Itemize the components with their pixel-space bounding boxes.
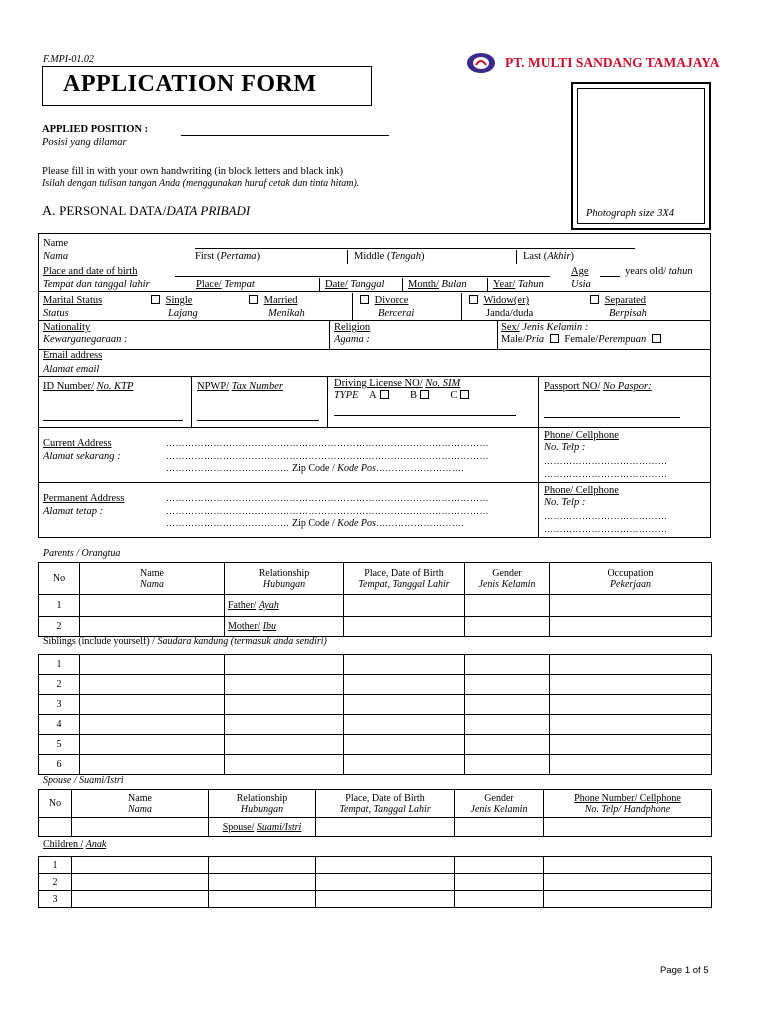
table-row[interactable] bbox=[39, 818, 712, 837]
cell[interactable] bbox=[72, 818, 209, 837]
cell[interactable] bbox=[316, 891, 455, 908]
npwp-label bbox=[197, 381, 283, 392]
cell[interactable] bbox=[465, 675, 550, 695]
cell[interactable] bbox=[316, 818, 455, 837]
applied-position-field[interactable] bbox=[181, 135, 389, 136]
table-row[interactable] bbox=[39, 874, 712, 891]
table-row[interactable] bbox=[39, 595, 712, 617]
driving-label bbox=[334, 378, 460, 389]
year-label bbox=[493, 279, 544, 290]
id-divider bbox=[191, 377, 192, 427]
row-no: 2 bbox=[39, 874, 72, 891]
photo-frame bbox=[577, 88, 705, 224]
current-phone-label-id: No. Telp : bbox=[544, 442, 586, 453]
cell[interactable] bbox=[550, 655, 712, 675]
years-old-en: years old/ bbox=[625, 266, 667, 277]
cell[interactable] bbox=[550, 755, 712, 775]
cell[interactable] bbox=[544, 874, 712, 891]
sep-line bbox=[38, 349, 711, 350]
marital-label-id: Status bbox=[43, 308, 69, 319]
cell[interactable] bbox=[455, 874, 544, 891]
female-en: Female/ bbox=[564, 334, 599, 345]
title-box bbox=[42, 66, 372, 106]
cell[interactable] bbox=[225, 695, 344, 715]
form-code: F.MPI-01.02 bbox=[43, 54, 94, 65]
middle-en: Middle bbox=[354, 251, 385, 262]
permanent-zip-row[interactable]: ………………………………… Zip Code / Kode Pos………………………. bbox=[166, 518, 465, 529]
option-divorce[interactable] bbox=[357, 295, 408, 306]
cell[interactable] bbox=[550, 595, 712, 617]
row-no: 1 bbox=[39, 655, 80, 675]
sex-en: Sex/ bbox=[501, 322, 520, 333]
section-a-en: PERSONAL DATA/ bbox=[59, 203, 167, 218]
name-label: Name bbox=[43, 238, 69, 249]
passport-label bbox=[544, 381, 652, 392]
instruction-id: Isilah dengan tulisan tangan Anda (menggunakan huruf cetak dan tinta hitam). bbox=[42, 178, 360, 189]
table-row[interactable] bbox=[39, 735, 712, 755]
cell[interactable] bbox=[550, 617, 712, 637]
option-separated[interactable] bbox=[587, 295, 646, 306]
photo-caption: Photograph size 3X4 bbox=[586, 208, 675, 219]
cell[interactable] bbox=[72, 874, 209, 891]
pob-divider bbox=[487, 278, 488, 291]
license-type bbox=[334, 390, 472, 401]
place-id: Tempat bbox=[224, 279, 255, 290]
permanent-phone-label: Phone/ Cellphone bbox=[544, 485, 619, 496]
email-label: Email address bbox=[43, 350, 103, 361]
col-phone: Phone Number/ Cellphone No. Telp/ Handphone bbox=[544, 790, 712, 818]
table-header-row bbox=[39, 563, 712, 595]
married-checkbox-icon[interactable] bbox=[249, 295, 258, 304]
cell[interactable] bbox=[550, 735, 712, 755]
name-field[interactable] bbox=[195, 248, 635, 249]
first-label: First (Pertama) bbox=[195, 251, 261, 262]
cell[interactable] bbox=[465, 595, 550, 617]
current-zip-en: Zip Code / bbox=[292, 463, 335, 474]
relationship-cell: Father/ Ayah bbox=[225, 595, 344, 617]
current-address-label-id: Alamat sekarang : bbox=[43, 451, 121, 462]
col-occupation: Occupation Pekerjaan bbox=[550, 563, 712, 595]
cell[interactable] bbox=[544, 857, 712, 874]
applied-position-label: APPLIED POSITION : bbox=[42, 124, 149, 135]
cell[interactable] bbox=[544, 891, 712, 908]
type-label: TYPE bbox=[334, 390, 359, 401]
cell[interactable] bbox=[80, 735, 225, 755]
row-divider bbox=[497, 321, 498, 349]
years-old-label bbox=[625, 266, 693, 277]
cell[interactable] bbox=[225, 675, 344, 695]
cell[interactable] bbox=[344, 595, 465, 617]
sex-label bbox=[501, 322, 588, 333]
cell[interactable] bbox=[465, 735, 550, 755]
row-no: 3 bbox=[39, 891, 72, 908]
current-address-line-1[interactable]: ………………………………………………………………………………………… bbox=[166, 438, 489, 448]
current-phone-line-1[interactable]: ………………………………… bbox=[544, 456, 668, 466]
divorce-id: Bercerai bbox=[378, 308, 415, 319]
spouse-title: Spouse / Suami/Istri bbox=[43, 775, 124, 786]
cell[interactable] bbox=[550, 695, 712, 715]
married-id: Menikah bbox=[268, 308, 305, 319]
name-divider bbox=[347, 250, 348, 264]
cell[interactable] bbox=[209, 857, 316, 874]
parents-table bbox=[38, 562, 712, 637]
section-a-title bbox=[42, 203, 250, 220]
cell[interactable] bbox=[225, 735, 344, 755]
first-en: First bbox=[195, 251, 215, 262]
male-checkbox-icon[interactable] bbox=[550, 334, 559, 343]
company-name: PT. MULTI SANDANG TAMAJAYA bbox=[505, 55, 720, 70]
children-title: Children / Anak bbox=[43, 839, 107, 850]
last-label: Last (Akhir) bbox=[523, 251, 575, 262]
type-b-checkbox-icon[interactable] bbox=[420, 390, 429, 399]
cell[interactable] bbox=[316, 857, 455, 874]
cell[interactable] bbox=[80, 655, 225, 675]
company-logo-icon bbox=[466, 52, 496, 74]
cell[interactable] bbox=[72, 857, 209, 874]
cell[interactable] bbox=[455, 818, 544, 837]
pob-field[interactable] bbox=[175, 276, 550, 277]
permanent-address-line-1[interactable]: ………………………………………………………………………………………… bbox=[166, 493, 489, 503]
form-title: APPLICATION FORM bbox=[63, 71, 317, 97]
pob-label-id: Tempat dan tanggal lahir bbox=[43, 279, 150, 290]
permanent-address-label-id: Alamat tetap : bbox=[43, 506, 104, 517]
idnum-label bbox=[43, 381, 133, 392]
widow-en: Widow(er) bbox=[483, 295, 530, 306]
place-en: Place/ bbox=[196, 279, 222, 290]
cell[interactable] bbox=[80, 617, 225, 637]
id-divider bbox=[327, 377, 328, 427]
age-field[interactable] bbox=[600, 276, 620, 277]
cell[interactable] bbox=[72, 891, 209, 908]
current-phone-line-2[interactable]: ………………………………… bbox=[544, 469, 668, 479]
idnum-id: No. KTP bbox=[96, 381, 134, 392]
age-label-id: Usia bbox=[571, 279, 591, 290]
sep-line bbox=[38, 291, 711, 292]
cell[interactable] bbox=[344, 735, 465, 755]
cell[interactable] bbox=[465, 695, 550, 715]
driving-en: Driving License NO/ bbox=[334, 378, 423, 389]
cell[interactable] bbox=[465, 617, 550, 637]
cell[interactable] bbox=[225, 715, 344, 735]
page-number: Page 1 of 5 bbox=[660, 965, 709, 976]
option-single[interactable] bbox=[148, 295, 192, 306]
col-relationship: Relationship Hubungan bbox=[225, 563, 344, 595]
separated-id: Berpisah bbox=[609, 308, 647, 319]
cell[interactable] bbox=[80, 715, 225, 735]
type-a-label: A bbox=[369, 390, 377, 401]
cell[interactable] bbox=[344, 695, 465, 715]
current-zip-id: Kode Pos bbox=[337, 463, 376, 474]
cell[interactable] bbox=[465, 655, 550, 675]
section-a-id: DATA PRIBADI bbox=[166, 203, 251, 218]
option-married[interactable] bbox=[246, 295, 297, 306]
option-widow[interactable] bbox=[466, 295, 529, 306]
row-no: 1 bbox=[39, 595, 80, 617]
permanent-zip-en: Zip Code / bbox=[292, 518, 335, 529]
photo-box[interactable] bbox=[571, 82, 711, 230]
single-checkbox-icon[interactable] bbox=[151, 295, 160, 304]
row-no: 4 bbox=[39, 715, 80, 735]
cell[interactable] bbox=[209, 874, 316, 891]
permanent-phone-line-1[interactable]: ………………………………… bbox=[544, 511, 668, 521]
row-no: 2 bbox=[39, 617, 80, 637]
table-row[interactable] bbox=[39, 715, 712, 735]
cell[interactable] bbox=[465, 715, 550, 735]
col-no: No bbox=[39, 563, 80, 595]
male-id: Pria bbox=[525, 334, 545, 345]
year-id: Tahun bbox=[517, 279, 544, 290]
sep-line bbox=[38, 482, 711, 483]
month-label bbox=[408, 279, 467, 290]
marital-divider bbox=[461, 293, 462, 320]
first-id: Pertama bbox=[220, 251, 257, 262]
col-name: Name Nama bbox=[72, 790, 209, 818]
passport-field[interactable] bbox=[544, 417, 680, 418]
cell[interactable] bbox=[344, 617, 465, 637]
cell[interactable] bbox=[455, 857, 544, 874]
date-label bbox=[325, 279, 384, 290]
type-b-label: B bbox=[409, 390, 417, 401]
male-en: Male/ bbox=[501, 334, 526, 345]
sep-line bbox=[38, 376, 711, 377]
row-divider bbox=[329, 321, 330, 349]
parents-title: Parents / Orangtua bbox=[43, 548, 121, 559]
name-divider bbox=[516, 250, 517, 264]
marital-divider bbox=[352, 293, 353, 320]
pob-divider bbox=[402, 278, 403, 291]
type-a-checkbox-icon[interactable] bbox=[380, 390, 389, 399]
col-name: Name Nama bbox=[80, 563, 225, 595]
instruction-en: Please fill in with your own handwriting (in block letters and black ink) bbox=[42, 166, 343, 177]
idnum-field[interactable] bbox=[43, 420, 183, 421]
cell[interactable] bbox=[80, 675, 225, 695]
cell[interactable] bbox=[39, 818, 72, 837]
sep-line bbox=[38, 320, 711, 321]
relationship-cell: Mother/ Ibu bbox=[225, 617, 344, 637]
email-label-id: Alamat email bbox=[43, 364, 100, 375]
table-row[interactable] bbox=[39, 891, 712, 908]
religion-label-id: Agama : bbox=[334, 334, 370, 345]
widow-checkbox-icon[interactable] bbox=[469, 295, 478, 304]
cell[interactable] bbox=[544, 818, 712, 837]
siblings-title: Siblings (include yourself) / Saudara kandung (termasuk anda sendiri) bbox=[43, 636, 327, 647]
npwp-id: Tax Number bbox=[231, 381, 283, 392]
col-pob: Place, Date of Birth Tempat, Tanggal Lahir bbox=[316, 790, 455, 818]
permanent-zip-id: Kode Pos bbox=[337, 518, 376, 529]
col-pob: Place, Date of Birth Tempat, Tanggal Lahir bbox=[344, 563, 465, 595]
female-id: Perempuan bbox=[598, 334, 647, 345]
year-en: Year/ bbox=[493, 279, 516, 290]
middle-label: Middle (Tengah) bbox=[354, 251, 425, 262]
pob-label: Place and date of birth bbox=[43, 266, 138, 277]
driving-field[interactable] bbox=[334, 415, 516, 416]
last-en: Last bbox=[523, 251, 542, 262]
cell[interactable] bbox=[455, 891, 544, 908]
current-address-label: Current Address bbox=[43, 438, 112, 449]
month-id: Bulan bbox=[441, 279, 467, 290]
idnum-en: ID Number/ bbox=[43, 381, 95, 392]
date-id: Tanggal bbox=[350, 279, 385, 290]
cell[interactable] bbox=[344, 755, 465, 775]
permanent-phone-label-id: No. Telp : bbox=[544, 497, 586, 508]
sep-vline bbox=[538, 377, 539, 538]
relationship-cell: Spouse/ Suami/Istri bbox=[209, 818, 316, 837]
married-en: Married bbox=[263, 295, 298, 306]
current-phone-label: Phone/ Cellphone bbox=[544, 430, 619, 441]
divorce-checkbox-icon[interactable] bbox=[360, 295, 369, 304]
driving-id: No. SIM bbox=[425, 378, 461, 389]
sex-id: Jenis Kelamin : bbox=[522, 322, 589, 333]
cell[interactable] bbox=[550, 715, 712, 735]
npwp-field[interactable] bbox=[197, 420, 319, 421]
nationality-label: Nationality bbox=[43, 322, 91, 333]
cell[interactable] bbox=[209, 891, 316, 908]
siblings-table bbox=[38, 654, 712, 775]
table-row[interactable] bbox=[39, 655, 712, 675]
separated-en: Separated bbox=[604, 295, 647, 306]
cell[interactable] bbox=[465, 755, 550, 775]
single-id: Lajang bbox=[168, 308, 198, 319]
passport-id: No Paspor: bbox=[602, 381, 652, 392]
row-no: 2 bbox=[39, 675, 80, 695]
cell[interactable] bbox=[225, 755, 344, 775]
sep-line bbox=[38, 427, 711, 428]
permanent-phone-line-2[interactable]: ………………………………… bbox=[544, 524, 668, 534]
divorce-en: Divorce bbox=[374, 295, 409, 306]
col-relationship: Relationship Hubungan bbox=[209, 790, 316, 818]
nationality-label-id: Kewarganegaraan : bbox=[43, 334, 128, 345]
section-a-prefix: A. bbox=[42, 204, 56, 219]
marital-label: Marital Status bbox=[43, 295, 103, 306]
separated-checkbox-icon[interactable] bbox=[590, 295, 599, 304]
col-gender: Gender Jenis Kelamin bbox=[465, 563, 550, 595]
col-gender: Gender Jenis Kelamin bbox=[455, 790, 544, 818]
cell[interactable] bbox=[550, 675, 712, 695]
col-no: No bbox=[39, 790, 72, 818]
applied-position-label-id: Posisi yang dilamar bbox=[42, 137, 127, 148]
row-no: 1 bbox=[39, 857, 72, 874]
row-no: 6 bbox=[39, 755, 80, 775]
table-row[interactable] bbox=[39, 617, 712, 637]
table-row[interactable] bbox=[39, 755, 712, 775]
table-row[interactable] bbox=[39, 857, 712, 874]
passport-en: Passport NO/ bbox=[544, 381, 601, 392]
table-row[interactable] bbox=[39, 695, 712, 715]
single-en: Single bbox=[165, 295, 193, 306]
age-label bbox=[571, 266, 589, 277]
type-c-checkbox-icon[interactable] bbox=[460, 390, 469, 399]
type-c-label: C bbox=[450, 390, 458, 401]
cell[interactable] bbox=[344, 655, 465, 675]
cell[interactable] bbox=[80, 695, 225, 715]
row-no: 3 bbox=[39, 695, 80, 715]
pob-divider bbox=[319, 278, 320, 291]
table-row[interactable] bbox=[39, 675, 712, 695]
npwp-en: NPWP/ bbox=[197, 381, 230, 392]
widow-id: Janda/duda bbox=[486, 308, 534, 319]
table-header-row bbox=[39, 790, 712, 818]
middle-id: Tengah bbox=[390, 251, 422, 262]
cell[interactable] bbox=[316, 874, 455, 891]
cell[interactable] bbox=[225, 655, 344, 675]
current-address-line-2[interactable]: ………………………………………………………………………………………… bbox=[166, 451, 489, 461]
place-label bbox=[196, 279, 255, 290]
years-old-id: tahun bbox=[668, 266, 693, 277]
religion-label: Religion bbox=[334, 322, 371, 333]
age-en: Age bbox=[571, 266, 589, 277]
current-zip-row[interactable]: ………………………………… Zip Code / Kode Pos………………………. bbox=[166, 463, 465, 474]
cell[interactable] bbox=[80, 595, 225, 617]
spouse-table bbox=[38, 789, 712, 837]
permanent-address-label: Permanent Address bbox=[43, 493, 125, 504]
cell[interactable] bbox=[344, 675, 465, 695]
cell[interactable] bbox=[344, 715, 465, 735]
permanent-address-line-2[interactable]: ………………………………………………………………………………………… bbox=[166, 506, 489, 516]
month-en: Month/ bbox=[408, 279, 439, 290]
name-label-id: Nama bbox=[43, 251, 69, 262]
date-en: Date/ bbox=[325, 279, 348, 290]
last-id: Akhir bbox=[547, 251, 571, 262]
female-checkbox-icon[interactable] bbox=[652, 334, 661, 343]
row-no: 5 bbox=[39, 735, 80, 755]
sex-options bbox=[501, 334, 664, 345]
children-table bbox=[38, 856, 712, 908]
cell[interactable] bbox=[80, 755, 225, 775]
